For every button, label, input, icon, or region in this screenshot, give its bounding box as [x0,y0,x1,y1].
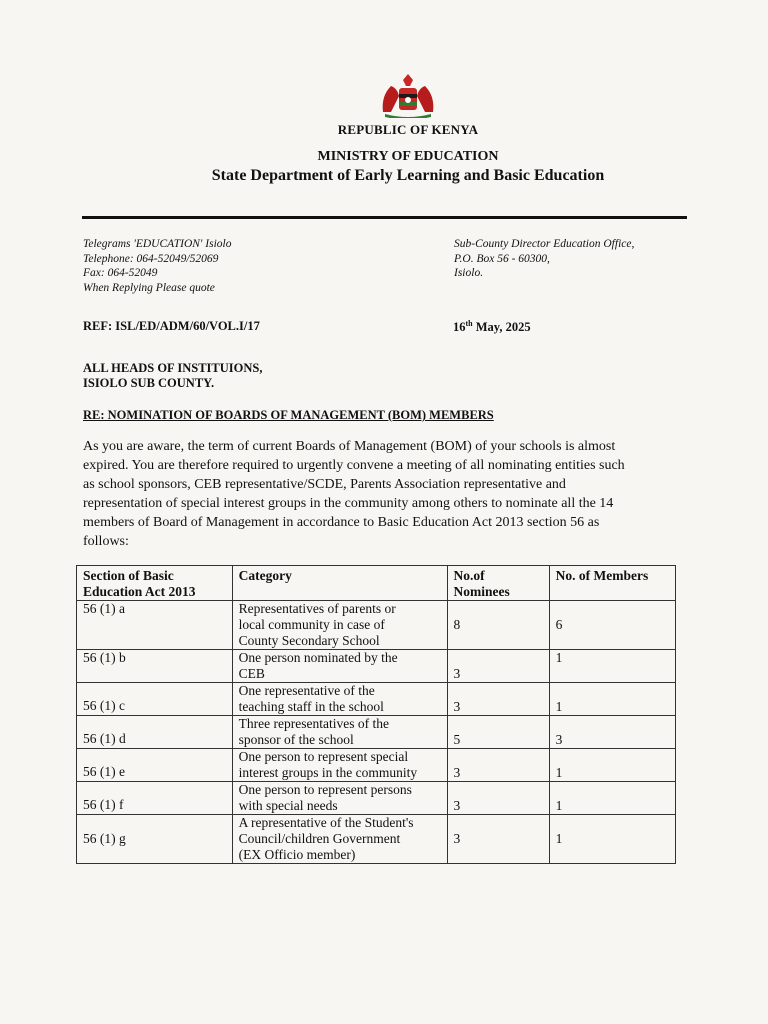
members-cell: 6 [549,601,675,650]
section-cell: 56 (1) a [77,601,233,650]
addressee-line: ISIOLO SUB COUNTY. [83,376,215,390]
category-cell: One person to represent persons with special needs [232,782,447,815]
bom-nomination-table [76,565,676,864]
category-header: Category [232,566,447,601]
reply-note-line: When Replying Please quote [83,281,215,294]
fax-line: Fax: 064-52049 [83,267,158,279]
body-line: follows: [83,534,129,549]
members-cell: 1 [549,683,675,716]
nominees-cell: 3 [447,815,549,864]
table-row [77,650,676,683]
section-cell: 56 (1) c [77,683,233,716]
state-department-heading: State Department of Early Learning and Basic Education [211,167,605,184]
section-cell: 56 (1) d [77,716,233,749]
category-cell: One representative of the teaching staff in the school [232,683,447,716]
table-row [77,716,676,749]
section-header: Section of Basic Education Act 2013 [77,566,233,601]
table-row [77,815,676,864]
section-cell: 56 (1) b [77,650,233,683]
category-cell: One person nominated by the CEB [232,650,447,683]
po-box-line: P.O. Box 56 - 60300, [454,252,550,265]
nominees-cell: 3 [447,650,549,683]
republic-heading: REPUBLIC OF KENYA [337,122,479,137]
table-row [77,683,676,716]
office-line: Sub-County Director Education Office, [454,238,635,250]
body-line: expired. You are therefore required to urgently convene a meeting of all nominating entities such [83,458,625,473]
category-cell: One person to represent special interest groups in the community [232,749,447,782]
kenya-coat-of-arms-icon [377,74,439,118]
members-cell: 3 [549,716,675,749]
nominees-cell: 3 [447,782,549,815]
ministry-heading: MINISTRY OF EDUCATION [317,149,499,164]
town-line: Isiolo. [454,267,484,279]
members-cell: 1 [549,815,675,864]
nominees-cell: 3 [447,749,549,782]
section-cell: 56 (1) e [77,749,233,782]
category-cell: Three representatives of the sponsor of the school [232,716,447,749]
contact-details-right [454,237,634,281]
header-divider [82,216,687,219]
members-header: No. of Members [549,566,675,601]
subject-line: RE: NOMINATION OF BOARDS OF MANAGEMENT (BOM) MEMBERS [83,408,494,422]
letter-date: 16th May, 2025 [453,319,531,335]
table-row [77,749,676,782]
members-cell: 1 [549,782,675,815]
body-line: as school sponsors, CEB representative/SCDE, Parents Association representative and [83,477,566,492]
addressee [83,361,262,391]
nominees-header: No.of Nominees [447,566,549,601]
reference-number: REF: ISL/ED/ADM/60/VOL.I/17 [83,319,260,333]
table-row [77,782,676,815]
members-cell: 1 [549,749,675,782]
section-cell: 56 (1) f [77,782,233,815]
table-row [77,601,676,650]
category-cell: Representatives of parents or local community in case of County Secondary School [232,601,447,650]
table-header-row [77,566,676,601]
telephone-line: Telephone: 064-52049/52069 [83,252,219,265]
telegrams-line: Telegrams 'EDUCATION' Isiolo [83,238,232,250]
category-cell: A representative of the Student's Council/children Government (EX Officio member) [232,815,447,864]
body-line: members of Board of Management in accordance to Basic Education Act 2013 section 56 as [83,515,600,530]
nominees-cell: 3 [447,683,549,716]
nominees-cell: 8 [447,601,549,650]
body-line: As you are aware, the term of current Boards of Management (BOM) of your schools is almost [83,439,616,454]
section-cell: 56 (1) g [77,815,233,864]
members-cell: 1 [549,650,675,683]
body-line: representation of special interest groups in the community among others to nominate all the 14 [83,496,614,511]
letter-body [83,437,689,551]
contact-details-left [83,237,231,295]
nominees-cell: 5 [447,716,549,749]
addressee-line: ALL HEADS OF INSTITUIONS, [83,361,263,375]
